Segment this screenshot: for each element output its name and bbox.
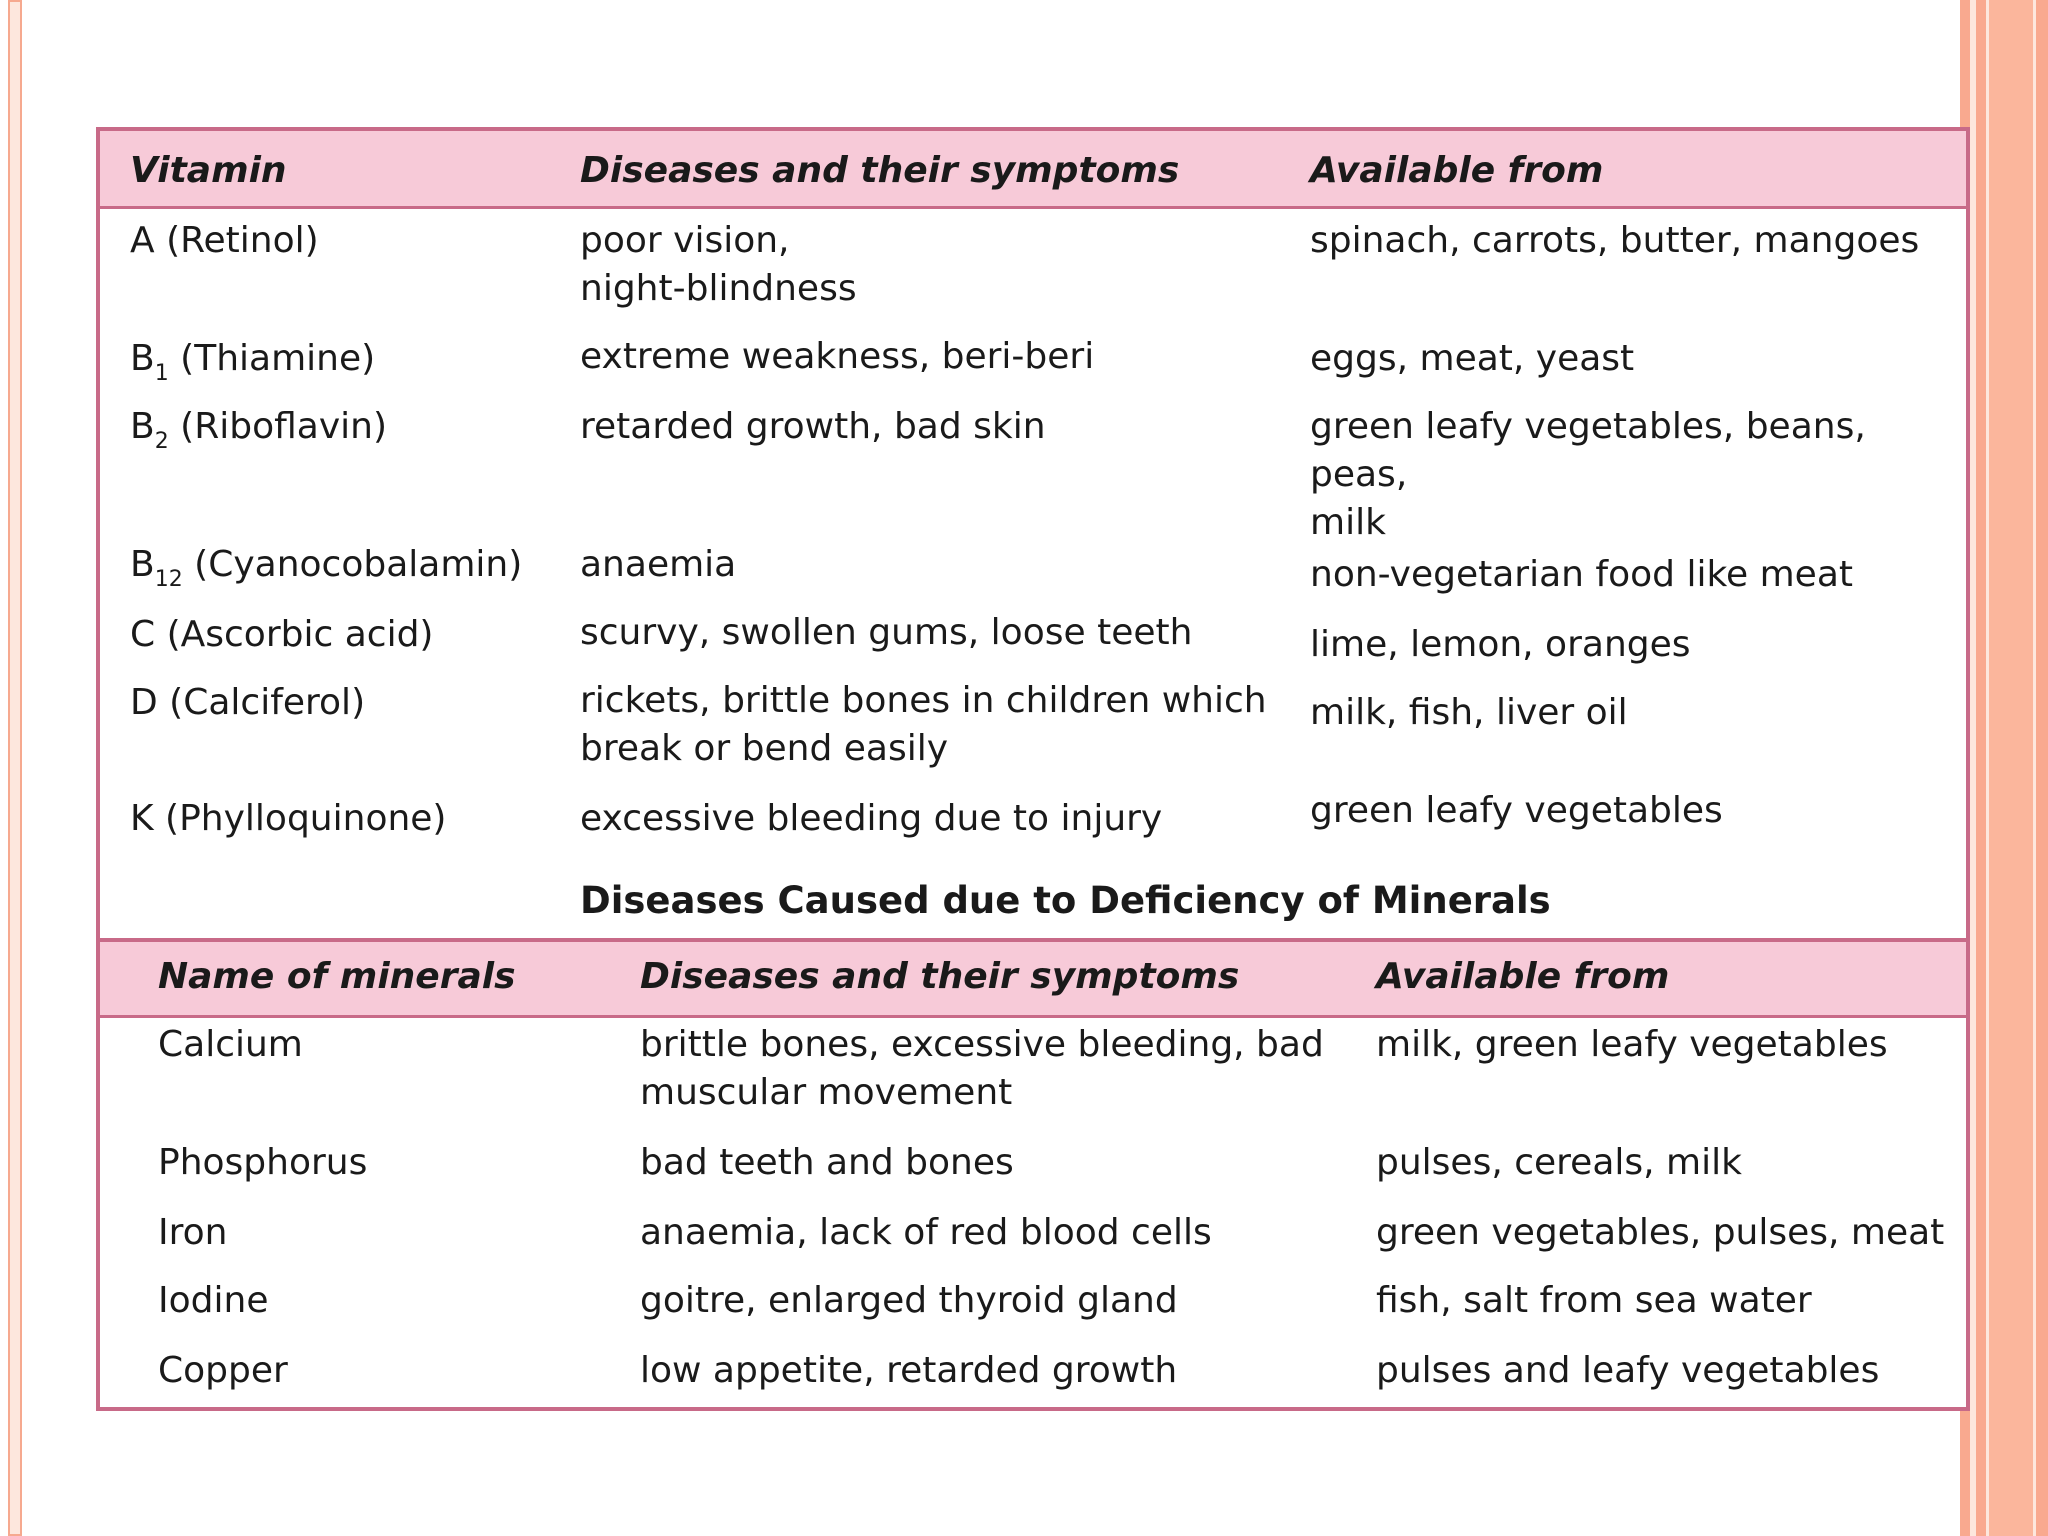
mineral-symptoms: bad teeth and bones	[640, 1142, 1014, 1183]
vitamin-sources: spinach, carrots, butter, mangoes	[1310, 220, 1920, 261]
slide-frame-right	[1960, 0, 2048, 1536]
mineral-name: Calcium	[158, 1024, 303, 1065]
vitamin-name: C (Ascorbic acid)	[130, 614, 434, 655]
mineral-symptoms: anaemia, lack of red blood cells	[640, 1212, 1212, 1253]
mineral-sources: pulses and leafy vegetables	[1376, 1350, 1880, 1391]
vitamin-header-sources: Available from	[1310, 150, 1604, 191]
vitamin-symptoms: rickets, brittle bones in children which break or bend easily	[580, 680, 1267, 769]
vitamin-header-symptoms: Diseases and their symptoms	[580, 150, 1180, 191]
mineral-sources: green vegetables, pulses, meat	[1376, 1212, 1945, 1253]
vitamin-name: $B_2$ (Riboflavin)	[130, 406, 387, 454]
vitamin-sources: green leafy vegetables	[1310, 790, 1723, 831]
mineral-name: Phosphorus	[158, 1142, 368, 1183]
mineral-header-name: Name of minerals	[158, 956, 516, 997]
mineral-name: Iron	[158, 1212, 228, 1253]
vitamin-name: $B_1$ (Thiamine)	[130, 338, 376, 386]
mineral-symptoms: goitre, enlarged thyroid gland	[640, 1280, 1178, 1321]
mineral-name: Copper	[158, 1350, 288, 1391]
vitamin-name: K (Phylloquinone)	[130, 798, 447, 839]
vitamin-name: $B_{12}$ (Cyanocobalamin)	[130, 544, 523, 592]
mineral-sources: fish, salt from sea water	[1376, 1280, 1812, 1321]
vitamin-symptoms: scurvy, swollen gums, loose teeth	[580, 612, 1193, 653]
vitamin-name: A (Retinol)	[130, 220, 319, 261]
slide-frame-left	[8, 0, 22, 1536]
vitamin-name: D (Calciferol)	[130, 682, 366, 723]
vitamin-symptoms: poor vision, night-blindness	[580, 220, 857, 309]
mineral-name: Iodine	[158, 1280, 269, 1321]
mineral-header-symptoms: Diseases and their symptoms	[640, 956, 1240, 997]
vitamin-sources: green leafy vegetables, beans, peas, milk	[1310, 406, 1866, 543]
vitamin-symptoms: extreme weakness, beri-beri	[580, 336, 1095, 377]
vitamin-symptoms: anaemia	[580, 544, 737, 585]
vitamin-symptoms: retarded growth, bad skin	[580, 406, 1046, 447]
mineral-symptoms: low appetite, retarded growth	[640, 1350, 1178, 1391]
vitamin-sources: non-vegetarian food like meat	[1310, 554, 1854, 595]
mineral-symptoms: brittle bones, excessive bleeding, bad muscular movement	[640, 1024, 1324, 1113]
vitamin-header-name: Vitamin	[130, 150, 287, 191]
mineral-sources: milk, green leafy vegetables	[1376, 1024, 1888, 1065]
deficiency-table	[96, 127, 1970, 1411]
minerals-section-title: Diseases Caused due to Deficiency of Minerals	[580, 879, 1551, 922]
vitamin-sources: milk, fish, liver oil	[1310, 692, 1628, 733]
vitamin-symptoms: excessive bleeding due to injury	[580, 798, 1163, 839]
vitamin-sources: eggs, meat, yeast	[1310, 338, 1635, 379]
mineral-header-sources: Available from	[1376, 956, 1670, 997]
mineral-sources: pulses, cereals, milk	[1376, 1142, 1742, 1183]
vitamin-sources: lime, lemon, oranges	[1310, 624, 1691, 665]
